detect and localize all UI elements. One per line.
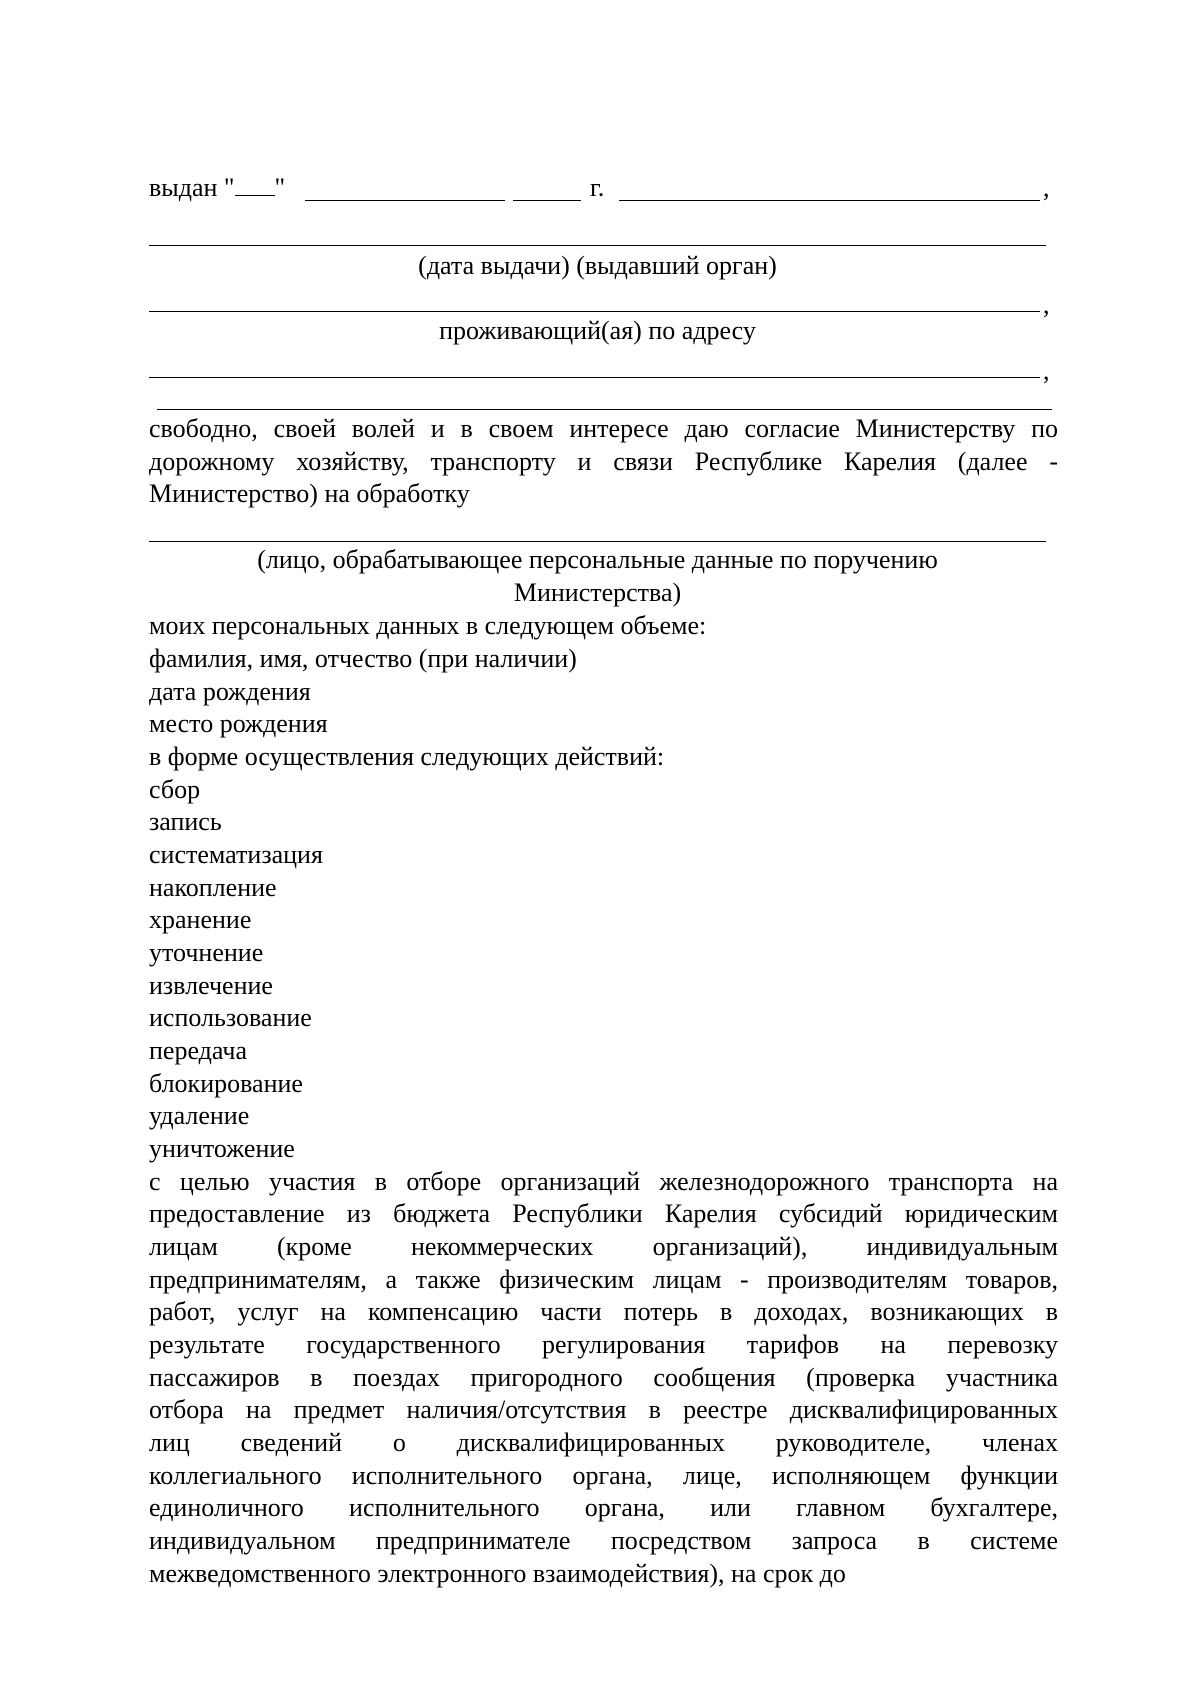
purpose-line: с целью участия в отборе организаций железнодорожного транспорта на	[149, 1167, 1058, 1196]
purpose-line: пассажиров в поездах пригородного сообщения (проверка участника	[149, 1363, 1058, 1392]
action-item: извлечение	[149, 971, 273, 1000]
action-item: запись	[149, 807, 222, 836]
purpose-line: предоставление из бюджета Республики Карелия субсидий юридическим	[149, 1199, 1058, 1228]
action-item: накопление	[149, 873, 277, 902]
action-item: использование	[149, 1003, 312, 1032]
data-scope-item: место рождения	[149, 709, 328, 738]
action-item: хранение	[149, 905, 252, 934]
holder-name-blank[interactable]	[149, 311, 1040, 312]
purpose-line: предпринимателям, а также физическим лицам - производителям товаров,	[149, 1265, 1058, 1294]
action-item: сбор	[149, 775, 201, 804]
consent-line-1: свободно, своей волей и в своем интересе даю согласие Министерству по	[149, 414, 1058, 443]
address-blank-1[interactable]	[149, 377, 1040, 378]
action-item: удаление	[149, 1101, 250, 1130]
purpose-line: лиц сведений о дисквалифицированных руководителе, членах	[149, 1428, 1058, 1457]
action-item: блокирование	[149, 1069, 303, 1098]
action-item: уточнение	[149, 938, 264, 967]
consent-line-3: Министерство) на обработку	[149, 479, 470, 508]
address-blank-2[interactable]	[157, 409, 1052, 410]
purpose-line: результате государственного регулирования тарифов на перевозку	[149, 1330, 1058, 1359]
purpose-line: отбора на предмет наличия/отсутствия в реестре дисквалифицированных	[149, 1395, 1058, 1424]
issue-year-blank[interactable]	[513, 200, 581, 201]
issued-label: выдан "	[149, 173, 235, 202]
purpose-line: лицам (кроме некоммерческих организаций), индивидуальным	[149, 1232, 1058, 1261]
caption-processor-2: Министерства)	[513, 578, 682, 607]
caption-processor-1: (лицо, обрабатывающее персональные данные по поручению	[257, 545, 938, 574]
action-item: уничтожение	[149, 1134, 295, 1163]
data-scope-intro: моих персональных данных в следующем объеме:	[149, 611, 707, 640]
consent-line-2: дорожному хозяйству, транспорту и связи Республике Карелия (далее -	[149, 447, 1058, 476]
issue-details-blank[interactable]	[149, 245, 1046, 246]
year-suffix: г.	[590, 173, 605, 202]
data-scope-item: фамилия, имя, отчество (при наличии)	[149, 644, 577, 673]
issuing-authority-blank[interactable]	[619, 200, 1040, 201]
caption-residing-at: проживающий(ая) по адресу	[439, 316, 756, 345]
purpose-line: коллегиального исполнительного органа, лице, исполняющем функции	[149, 1461, 1058, 1490]
caption-issue-date-authority: (дата выдачи) (выдавший орган)	[418, 251, 777, 280]
action-item: передача	[149, 1036, 247, 1065]
processor-blank[interactable]	[149, 541, 1046, 542]
issue-month-blank[interactable]	[305, 200, 505, 201]
purpose-line: единоличного исполнительного органа, или главном бухгалтере,	[149, 1493, 1058, 1522]
comma-1: ,	[1043, 173, 1050, 202]
purpose-line: работ, услуг на компенсацию части потерь в доходах, возникающих в	[149, 1297, 1058, 1326]
comma-3: ,	[1043, 356, 1050, 385]
action-item: систематизация	[149, 840, 323, 869]
purpose-line: индивидуальном предпринимателе посредством запроса в системе	[149, 1526, 1058, 1555]
issue-day-blank[interactable]	[235, 194, 275, 196]
actions-intro: в форме осуществления следующих действий:	[149, 742, 665, 771]
issued-quote-close: "	[274, 173, 286, 202]
data-scope-item: дата рождения	[149, 677, 311, 706]
purpose-last-line: межведомственного электронного взаимодействия), на срок до	[149, 1559, 846, 1588]
comma-2: ,	[1043, 290, 1050, 319]
